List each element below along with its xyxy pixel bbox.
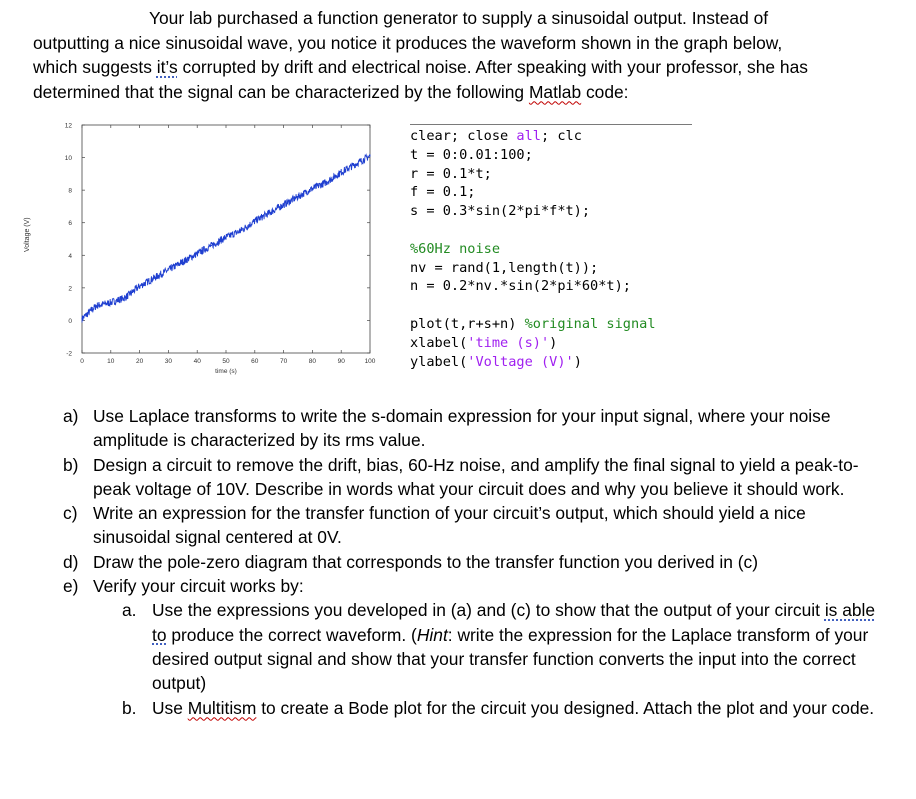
data-point (197, 253, 198, 254)
x-tick-label: 80 (308, 358, 317, 365)
data-point (240, 230, 241, 231)
x-tick-label: 40 (193, 358, 201, 365)
code-line: f = 0.1; (410, 184, 476, 201)
data-point (110, 302, 111, 303)
question-b (60, 453, 880, 502)
question-d (60, 550, 880, 574)
question-label: d) (63, 551, 79, 572)
grammar-marked-phrase: is able to (152, 600, 876, 645)
x-tick-label: 70 (279, 358, 288, 365)
data-point (211, 245, 212, 246)
code-line: t = 0:0.01:100; (410, 146, 533, 163)
code-text: ) (549, 334, 558, 351)
x-axis-label: time (s) (215, 368, 237, 375)
code-string: 'time (s)' (467, 334, 550, 351)
data-point (182, 261, 183, 262)
question-e (60, 574, 880, 598)
intro-line-4-end: code: (581, 81, 629, 102)
x-tick-label: 60 (251, 358, 259, 365)
code-blank-line (410, 221, 692, 240)
question-text: Use (152, 697, 188, 718)
data-point (254, 220, 255, 221)
grammar-marked-word: it’s (156, 57, 178, 77)
code-text: xlabel( (410, 334, 468, 351)
question-text: Use the expressions you developed in (a) and (c) to show that the output of your circuit (152, 600, 825, 621)
code-comment-line: %60Hz noise (410, 240, 501, 257)
data-point (125, 297, 126, 298)
question-a (60, 404, 880, 453)
code-line (410, 353, 692, 372)
data-point (269, 212, 270, 213)
data-point (297, 196, 298, 197)
voltage-time-chart (0, 0, 400, 390)
intro-line-1: Your lab purchased a function generator to supply a sinusoidal output. Instead of (149, 8, 769, 28)
x-tick-label: 10 (107, 358, 115, 365)
data-point (139, 286, 140, 287)
question-text: Verify your circuit works by: (93, 576, 304, 597)
question-text: Design a circuit to remove the drift, bias, 60-Hz noise, and amplify the final signal to yield a peak-to-peak voltage of 10V. Describe in words what your circuit does and why you believe it should work. (93, 454, 859, 499)
code-line (410, 127, 692, 146)
code-line: n = 0.2*nv.*sin(2*pi*60*t); (410, 278, 631, 295)
x-tick-label: 30 (164, 358, 173, 365)
x-tick-label: 20 (135, 358, 144, 365)
intro-line-4-start: determined that the signal can be characterized by the following (33, 81, 529, 102)
y-tick-label: 2 (68, 285, 72, 293)
code-line: r = 0.1*t; (410, 165, 492, 182)
y-tick-label: 12 (64, 122, 72, 130)
question-label: c) (63, 503, 78, 524)
question-text: produce the correct waveform. ( (166, 624, 417, 645)
code-text: ylabel( (410, 353, 468, 370)
matlab-code-block (410, 124, 692, 371)
code-line (410, 315, 692, 334)
question-e-b (120, 696, 880, 720)
y-axis-label: Voltage (V) (24, 217, 31, 252)
code-blank-line (410, 296, 692, 315)
y-tick-label: 6 (68, 220, 72, 228)
question-label: e) (63, 576, 79, 597)
data-point (341, 172, 342, 173)
question-label: b) (63, 454, 79, 475)
code-comment: %original signal (524, 315, 656, 332)
data-point (326, 181, 327, 182)
question-label: a) (63, 406, 79, 426)
code-text: ; clc (540, 128, 582, 144)
x-tick-label: 90 (337, 358, 345, 365)
y-tick-label: 0 (68, 317, 72, 325)
question-label: a. (122, 600, 137, 621)
data-point (153, 277, 154, 278)
intro-line-3-start: which suggests (33, 57, 157, 77)
code-line (410, 334, 692, 353)
spelling-marked-word: Matlab (528, 81, 582, 102)
data-point (283, 204, 284, 205)
spelling-marked-word: Multitism (187, 697, 257, 718)
hint-word: Hint (416, 624, 448, 645)
y-tick-label: 10 (64, 155, 72, 163)
intro-line-3-end: corrupted by drift and electrical noise. After speaking with your professor, she has (177, 57, 808, 77)
code-text: ) (573, 353, 582, 370)
y-tick-label: 4 (68, 252, 72, 260)
x-tick-label: 100 (364, 358, 376, 365)
data-point (355, 163, 356, 164)
code-string: 'Voltage (V)' (467, 353, 574, 370)
question-label: b. (122, 697, 137, 718)
question-c (60, 501, 880, 550)
data-point (81, 318, 82, 319)
data-point (96, 305, 97, 306)
code-text: plot(t,r+s+n) (410, 315, 525, 332)
question-text: Use Laplace transforms to write the s-domain expression for your input signal, where your noise amplitude is characterized by its rms value. (93, 406, 831, 451)
question-e-a (120, 598, 880, 695)
y-tick-label: 8 (68, 187, 72, 195)
question-text: to create a Bode plot for the circuit you designed. Attach the plot and your code. (256, 697, 875, 718)
code-text: clear; close (410, 128, 517, 144)
x-tick-label: 50 (222, 358, 230, 365)
data-point (225, 237, 226, 238)
code-line: s = 0.3*sin(2*pi*f*t); (410, 203, 591, 220)
data-point (369, 155, 370, 156)
question-text: Draw the pole-zero diagram that corresponds to the transfer function you derived in (c) (93, 551, 759, 572)
code-line: nv = rand(1,length(t)); (410, 259, 599, 276)
question-list (60, 404, 880, 720)
y-tick-label: -2 (66, 350, 72, 358)
data-point (312, 188, 313, 189)
question-text: Write an expression for the transfer function of your circuit’s output, which should yield a nice sinusoidal signal centered at 0V. (93, 503, 806, 548)
code-keyword: all (516, 128, 541, 144)
data-point (168, 269, 169, 270)
intro-line-2: outputting a nice sinusoidal wave, you notice it produces the waveform shown in the graph below, (33, 32, 783, 53)
x-tick-label: 0 (80, 358, 84, 365)
question-text: : write the expression for the Laplace transform of your desired output signal and show that your transfer function converts the input into the correct output) (152, 624, 869, 694)
